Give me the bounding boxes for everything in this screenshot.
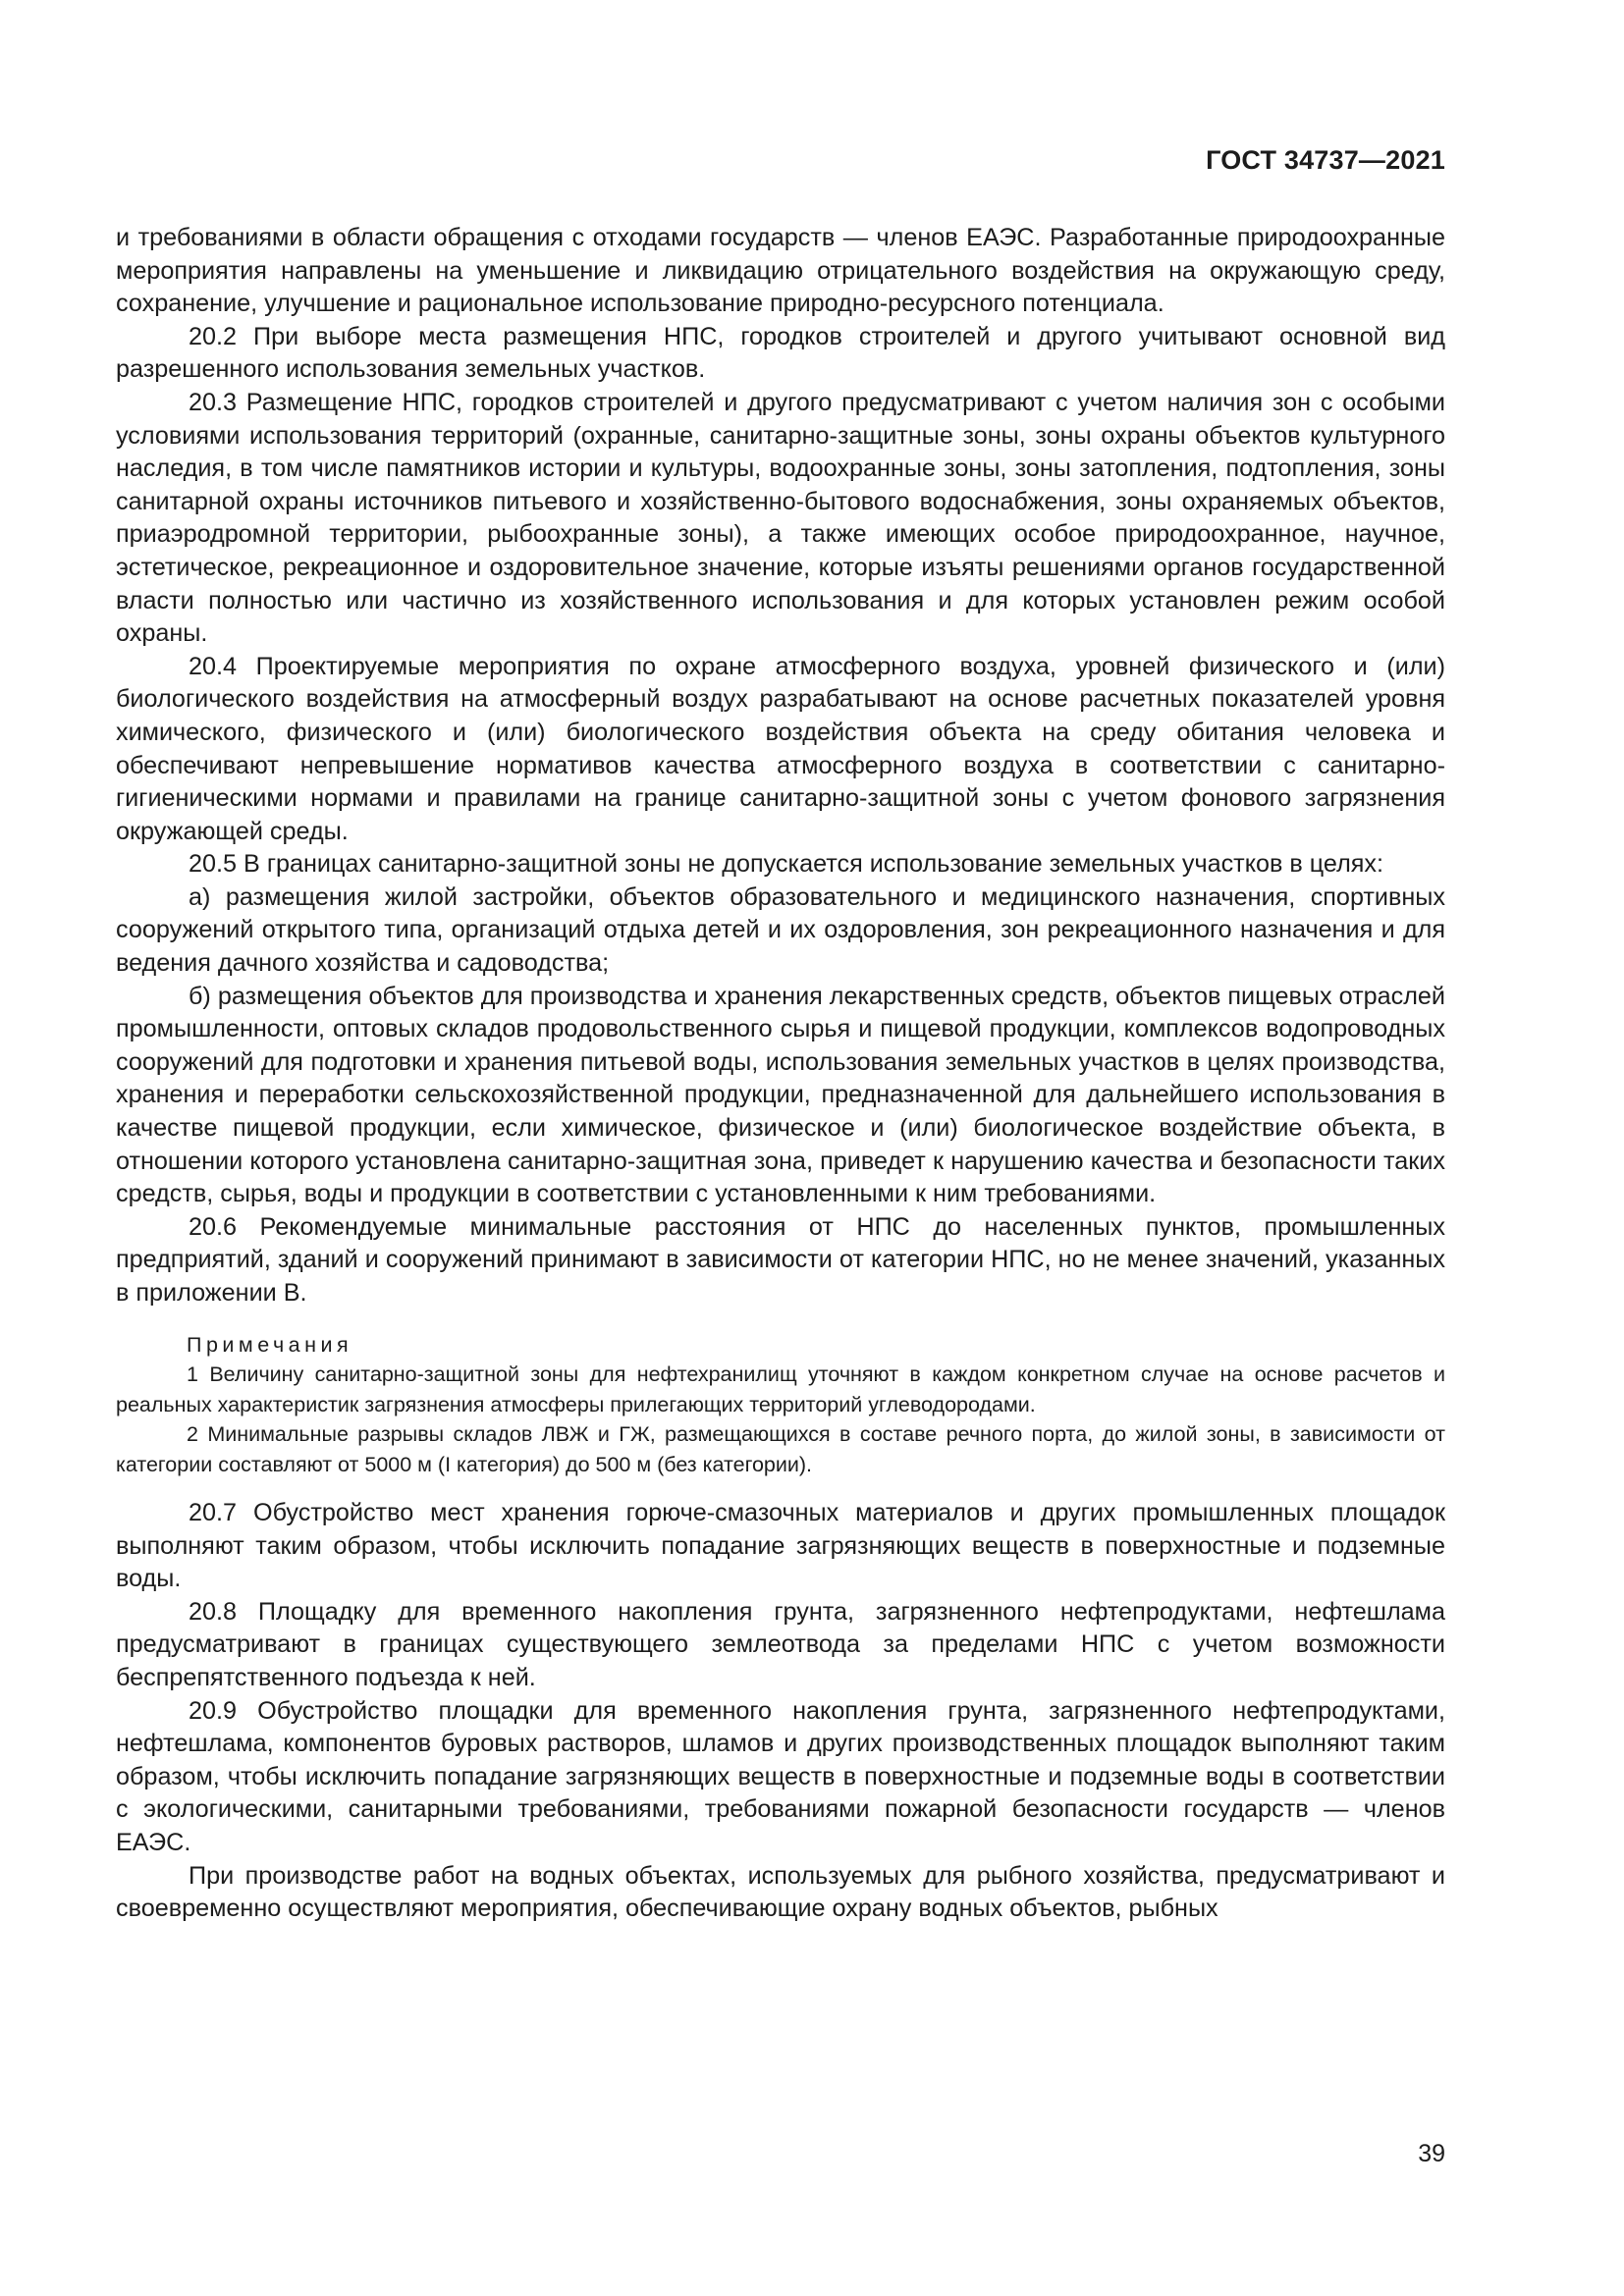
document-page xyxy=(116,0,1445,2296)
list-item-b: б) размещения объектов для производства и хранения лекарственных средств, объектов пищевых отраслей промышленности, оптовых складов продовольственного сырья и пищевой продукции, комплексов водопроводных сооружений для подготовки и хранения питьевой воды, использования земельных участков в целях производства, хранения и переработки сельскохозяйственной продукции, предназначенной для дальнейшего использования в качестве пищевой продукции, если химическое, физическое и (или) биологическое воздействие объекта, в отношении которого установлена санитарно-защитная зона, приведет к нарушению качества и безопасности таких средств, сырья, воды и продукции в соответствии с установленными к ним требованиями. xyxy=(116,982,1445,1208)
paragraph-continuation: и требованиями в области обращения с отходами государств — членов ЕАЭС. Разработанные природоохранные мероприятия направлены на уменьшение и ликвидацию отрицательного воздействия на окружающую среду, сохранение, улучшение и рациональное использование природно-ресурсного потенциала. xyxy=(116,224,1445,318)
notes-block xyxy=(116,1330,1445,1480)
paragraph-fishery: При производстве работ на водных объектах, используемых для рыбного хозяйства, предусматривают и своевременно осуществляют мероприятия, обеспечивающие охрану водных объектов, рыбных xyxy=(116,1861,1445,1923)
document-body xyxy=(116,222,1445,1926)
paragraph-20-3: 20.3 Размещение НПС, городков строителей и другого предусматривают с учетом наличия зон с особыми условиями использования территорий (охранные, санитарно-защитные зоны, зоны охраны объектов культурного наследия, в том числе памятников истории и культуры, водоохранные зоны, зоны затопления, подтопления, зоны санитарной охраны источников питьевого и хозяйственно-бытового водоснабжения, зоны охраняемых объектов, приаэродромной территории, рыбоохранные зоны), а также имеющих особое природоохранное, научное, эстетическое, рекреационное и оздоровительное значение, которые изъяты решениями органов государственной власти полностью или частично из хозяйственного использования и для которых установлен режим особой охраны. xyxy=(116,388,1445,648)
list-item-a: а) размещения жилой застройки, объектов образовательного и медицинского назначения, спортивных сооружений открытого типа, организаций отдыха детей и их оздоровления, зон рекреационного назначения и для ведения дачного хозяйства и садоводства; xyxy=(116,882,1445,978)
paragraph-20-9: 20.9 Обустройство площадки для временного накопления грунта, загрязненного нефтепродуктами, нефтешлама, компонентов буровых растворов, шламов и других производственных площадок выполняют таким образом, чтобы исключить попадание загрязняющих веществ в поверхностные и подземные воды в соответствии с экологическими, санитарными требованиями, требованиями пожарной безопасности государств — членов ЕАЭС. xyxy=(116,1696,1445,1857)
page-number: 39 xyxy=(1418,2140,1445,2167)
paragraph-20-5: 20.5 В границах санитарно-защитной зоны не допускается использование земельных участков в целях: xyxy=(189,850,1384,879)
standard-id-header: ГОСТ 34737—2021 xyxy=(1206,145,1445,175)
paragraph-20-8: 20.8 Площадку для временного накопления грунта, загрязненного нефтепродуктами, нефтешлама предусматривают в границах существующего землеотвода за пределами НПС с учетом возможности беспрепятственного подъезда к ней. xyxy=(116,1597,1445,1692)
note-item-1: 1 Величину санитарно-защитной зоны для нефтехранилищ уточняют в каждом конкретном случае на основе расчетов и реальных характеристик загрязнения атмосферы прилегающих территорий углеводородами. xyxy=(116,1362,1445,1416)
paragraph-20-6: 20.6 Рекомендуемые минимальные расстояния от НПС до населенных пунктов, промышленных предприятий, зданий и сооружений принимают в зависимости от категории НПС, но не менее значений, указанных в приложении В. xyxy=(116,1212,1445,1307)
paragraph-20-4: 20.4 Проектируемые мероприятия по охране атмосферного воздуха, уровней физического и (или) биологического воздействия на атмосферный воздух разрабатывают на основе расчетных показателей уровня химического, физического и (или) биологического воздействия объекта на среду обитания человека и обеспечивают непревышение нормативов качества атмосферного воздуха в соответствии с санитарно-гигиеническими нормами и правилами на границе санитарно-защитной зоны с учетом фонового загрязнения окружающей среды. xyxy=(116,652,1445,845)
paragraph-20-7: 20.7 Обустройство мест хранения горюче-смазочных материалов и других промышленных площадок выполняют таким образом, чтобы исключить попадание загрязняющих веществ в поверхностные и подземные воды. xyxy=(116,1499,1445,1593)
paragraph-20-2: 20.2 При выборе места размещения НПС, городков строителей и другого учитывают основной вид разрешенного использования земельных участков. xyxy=(116,322,1445,384)
notes-title: Примечания xyxy=(187,1332,353,1357)
note-item-2: 2 Минимальные разрывы складов ЛВЖ и ГЖ, размещающихся в составе речного порта, до жилой зоны, в зависимости от категории составляют от 5000 м (I категория) до 500 м (без категории). xyxy=(116,1422,1445,1476)
